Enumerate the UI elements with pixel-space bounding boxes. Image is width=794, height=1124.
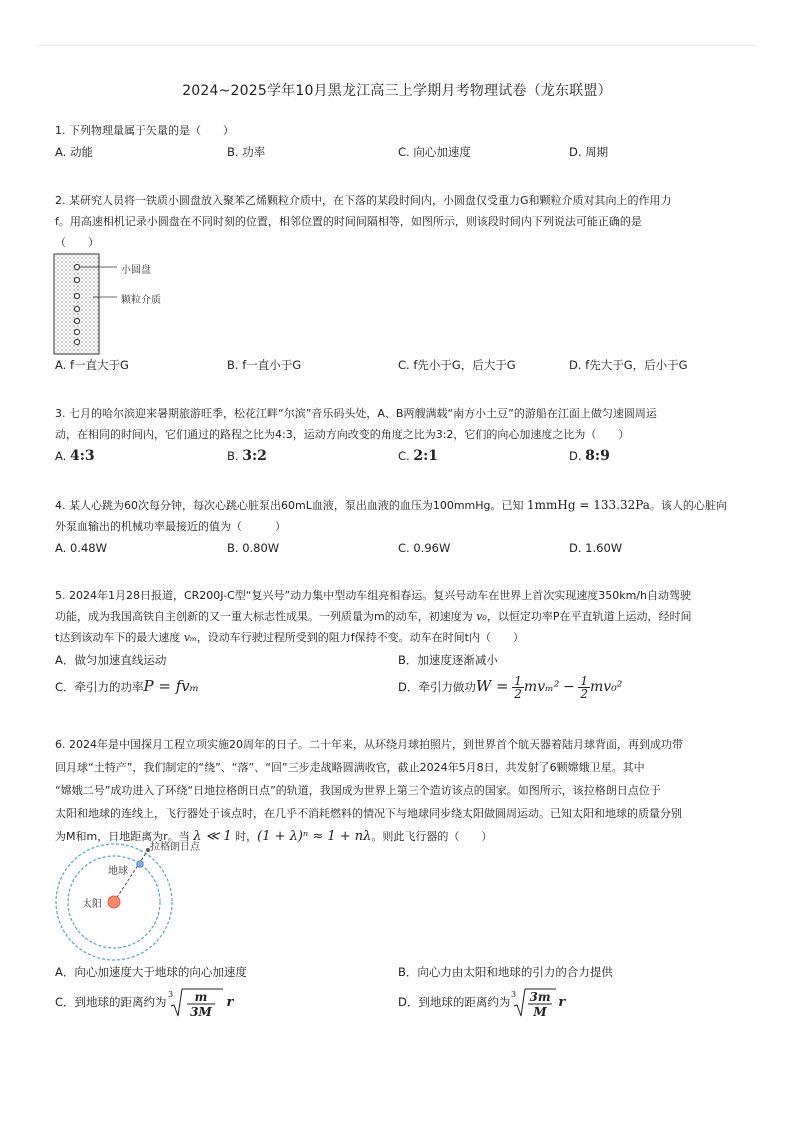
q6-line: 太阳和地球的连线上，飞行器处于该点时，在几乎不消耗燃料的情况下与地球同步绕太阳做圆周运动。已知太阳和地球的质量分别	[55, 807, 682, 820]
root-index: 3	[511, 989, 517, 999]
disk-position	[74, 306, 79, 311]
q5-line: 功能，成为我国高铁自主创新的又一重大标志性成果。一列质量为m的动车，初速度为 v₀，以恒定功率P在平直轨道上运动，经时间	[55, 610, 692, 623]
q5-option-d: D．牵引力做功W = $\frac{1}{2}$ mvₘ² − $\frac{1}{2}$ mv₀²	[398, 674, 623, 701]
q2-label-disk: 小圆盘	[121, 265, 151, 276]
fraction-denominator: 3M	[189, 1004, 212, 1019]
q3-option-d: D. 8:9	[569, 448, 610, 464]
q6-option-d: D．到地球的距离约为 3 3m M r	[398, 985, 565, 1020]
q5-option-b: B．加速度逐渐减小	[398, 653, 498, 667]
fraction-numerator: 3m	[529, 989, 551, 1004]
q2-option-a: A. f一直大于G	[55, 358, 129, 372]
q6-label-earth: 地球	[108, 866, 128, 877]
page-title: 2024~2025学年10月黑龙江高三上学期月考物理试卷（龙东联盟）	[182, 83, 612, 99]
q2-stem	[55, 190, 745, 253]
q4-line: 4. 某人心跳为60次每分钟，每次心跳心脏泵出60mL血液，泵出血液的血压为100mmHg。已知 1mmHg = 133.32Pa。该人的心脏向	[55, 498, 727, 512]
cube-root	[510, 985, 558, 1020]
q4-option-c: C. 0.96W	[398, 541, 451, 555]
q6-line: “嫦娥二号”成功进入了环绕“日地拉格朗日点”的轨道，我国成为世界上第三个造访该点的国家。如图所示，该拉格朗日点位于	[55, 784, 661, 797]
q4-option-a: A. 0.48W	[55, 541, 107, 555]
q1-option-c: C. 向心加速度	[398, 145, 471, 159]
q6-stem	[55, 733, 745, 848]
disk-position	[74, 293, 79, 298]
q6-option-b: B．向心力由太阳和地球的引力的合力提供	[398, 965, 613, 979]
q1-stem: 1. 下列物理量属于矢量的是（ ）	[55, 124, 234, 137]
q3-option-c: C. 2:1	[398, 448, 438, 464]
root-index: 3	[167, 989, 173, 999]
q6-label-sun: 太阳	[82, 899, 102, 910]
q2-line: （ ）	[55, 236, 99, 249]
q6-figure	[52, 836, 212, 964]
q6-line: 回月球“土特产”，我们制定的“绕”、“落”、“回”三步走战略圆满收官，截止2024年5月8日，共发射了6颗嫦娥卫星。其中	[55, 761, 645, 774]
fraction-half: $\frac{1}{2}$	[514, 674, 522, 701]
q2-option-b: B. f一直小于G	[227, 358, 302, 372]
q3-option-a: A. 4:3	[55, 448, 95, 464]
fraction-denominator: M	[533, 1004, 548, 1019]
q6-option-c: C．到地球的距离约为 3 m 3M r	[55, 985, 233, 1020]
q6-label-lagrange: 拉格朗日点	[150, 842, 200, 853]
q1-option-b: B. 功率	[227, 145, 266, 159]
disk-position	[74, 339, 79, 344]
q3-line: 动，在相同的时间内，它们通过的路程之比为4:3，运动方向改变的角度之比为3:2，它们的向心加速度之比为（ ）	[55, 428, 630, 441]
q2-option-c: C. f先小于G，后大于G	[398, 358, 516, 372]
sun-icon	[108, 896, 120, 908]
q5-option-a: A．做匀加速直线运动	[55, 653, 167, 667]
disk-position	[74, 329, 79, 334]
q1-option-a: A. 动能	[55, 145, 93, 159]
q2-line: 2. 某研究人员将一铁质小圆盘放入聚苯乙烯颗粒介质中，在下落的某段时间内，小圆盘仅受重力G和颗粒介质对其向上的作用力	[55, 194, 672, 207]
q5-line: t达到该动车下的最大速度 vₘ，设动车行驶过程所受到的阻力f保持不变。动车在时间t内（ ）	[55, 631, 524, 644]
disk-position	[74, 277, 79, 282]
q3-line: 3. 七月的哈尔滨迎来暑期旅游旺季，松花江畔“尔滨”音乐码头处，A、B两艘满载“南方小土豆”的游船在江面上做匀速圆周运	[55, 407, 657, 420]
q2-label-medium: 颗粒介质	[121, 295, 161, 306]
q4-option-d: D. 1.60W	[569, 541, 623, 555]
earth-icon	[137, 861, 143, 867]
disk-position	[74, 264, 79, 269]
header-rule	[37, 45, 757, 46]
cube-root	[167, 985, 227, 1020]
disk-position	[74, 318, 79, 323]
q4-stem	[55, 495, 745, 537]
q6-option-a: A．向心加速度大于地球的向心加速度	[55, 965, 247, 979]
q3-option-b: B. 3:2	[227, 448, 267, 464]
q6-line: 6. 2024年是中国探月工程立项实施20周年的日子。二十年来，从环绕月球拍照片，到世界首个航天器着陆月球背面，再到成功带	[55, 738, 683, 751]
q6-line: 为M和m，日地距离为r。当 λ ≪ 1 时，(1 + λ)ⁿ ≈ 1 + nλ。则此飞行器的（ ）	[55, 829, 493, 844]
q3-stem	[55, 403, 745, 445]
q1-option-d: D. 周期	[569, 145, 609, 159]
q4-line: 外泵血输出的机械功率最接近的值为（ ）	[55, 520, 286, 533]
fraction-numerator: m	[194, 989, 207, 1004]
q4-option-b: B. 0.80W	[227, 541, 280, 555]
q5-option-c: C．牵引力的功率P = fvₘ	[55, 677, 199, 695]
q2-line: f。用高速相机记录小圆盘在不同时刻的位置，相邻位置的时间间隔相等，如图所示，则该段时间内下列说法可能正确的是	[55, 215, 642, 228]
fraction-half: $\frac{1}{2}$	[580, 674, 588, 701]
q5-stem	[55, 585, 745, 648]
q2-figure	[53, 253, 183, 357]
q2-option-d: D. f先大于G，后小于G	[569, 358, 688, 372]
q5-line: 5. 2024年1月28日报道，CR200J-C型“复兴号”动力集中型动车组亮相春运。复兴号动车在世界上首次实现速度350km/h自动驾驶	[55, 589, 691, 602]
